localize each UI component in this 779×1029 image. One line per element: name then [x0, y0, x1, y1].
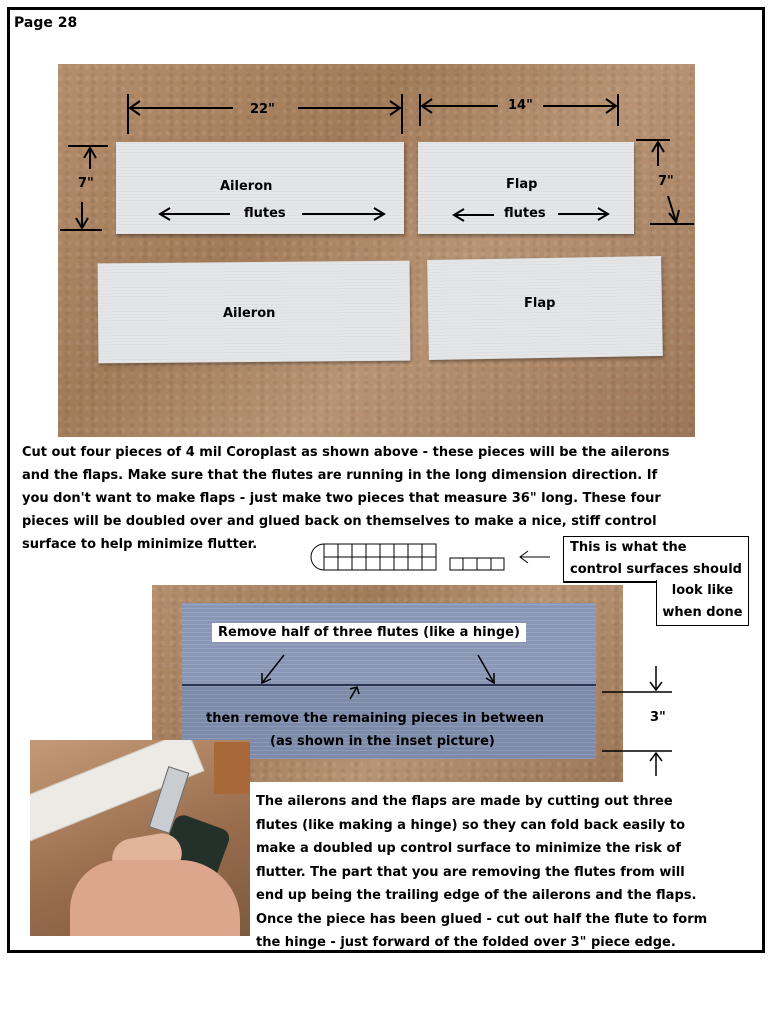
callout-line: This is what the: [570, 540, 687, 555]
label-flutes-right: flutes: [504, 206, 546, 221]
page-number: Page 28: [14, 15, 78, 31]
text-line: pieces will be doubled over and glued back on themselves to make a nice, stiff control: [22, 514, 657, 529]
inset-hand: [70, 860, 240, 936]
callout-divider: [563, 581, 657, 583]
label-aileron-bottom: Aileron: [223, 306, 276, 321]
text-line: the hinge - just forward of the folded over 3" piece edge.: [256, 935, 676, 950]
text-line: flutes (like making a hinge) so they can fold back easily to: [256, 817, 685, 833]
label-inset-note: (as shown in the inset picture): [270, 734, 495, 749]
callout-box-lower: [656, 580, 749, 626]
text-line: Once the piece has been glued - cut out half the flute to form: [256, 911, 708, 927]
text-line: make a doubled up control surface to minimize the risk of: [256, 841, 682, 856]
cross-section-diagram: [308, 540, 568, 576]
text-line: and the flaps. Make sure that the flutes are running in the long dimension direction. If: [22, 468, 658, 483]
callout-line: look like: [671, 583, 734, 598]
label-flap-bottom: Flap: [524, 296, 556, 311]
dim-right-height: 7": [658, 174, 674, 189]
label-flutes-left: flutes: [244, 206, 286, 221]
label-remove-remaining: then remove the remaining pieces in between: [206, 711, 545, 726]
text-line: surface to help minimize flutter.: [22, 537, 258, 552]
text-line: Cut out four pieces of 4 mil Coroplast as shown above - these pieces will be the ailerons: [22, 445, 670, 460]
inset-box-corner: [214, 742, 250, 794]
paragraph-hinge-instructions: [256, 790, 761, 955]
dim-aileron-width: 22": [250, 102, 275, 117]
dim-3in-marks: [590, 660, 680, 780]
photo-inset-knife: [30, 740, 250, 936]
label-aileron-top: Aileron: [220, 179, 273, 194]
text-line: end up being the trailing edge of the ailerons and the flaps.: [256, 888, 697, 903]
dim-flap-width: 14": [508, 98, 533, 113]
text-line: you don't want to make flaps - just make two pieces that measure 36" long. These four: [22, 491, 661, 506]
dim-left-height: 7": [78, 176, 94, 191]
text-line: flutter. The part that you are removing the flutes from will: [256, 864, 685, 880]
dimension-annotations: [58, 64, 695, 437]
callout-line: when done: [662, 605, 743, 620]
text-line: The ailerons and the flaps are made by cutting out three: [256, 794, 673, 809]
label-flap-top: Flap: [506, 177, 538, 192]
photo-cut-pieces: [58, 64, 695, 437]
callout-line: control surfaces should: [570, 562, 742, 577]
dim-3in-label: 3": [650, 710, 666, 725]
label-remove-half: Remove half of three flutes (like a hinge): [212, 623, 526, 642]
callout-box: [563, 536, 749, 582]
